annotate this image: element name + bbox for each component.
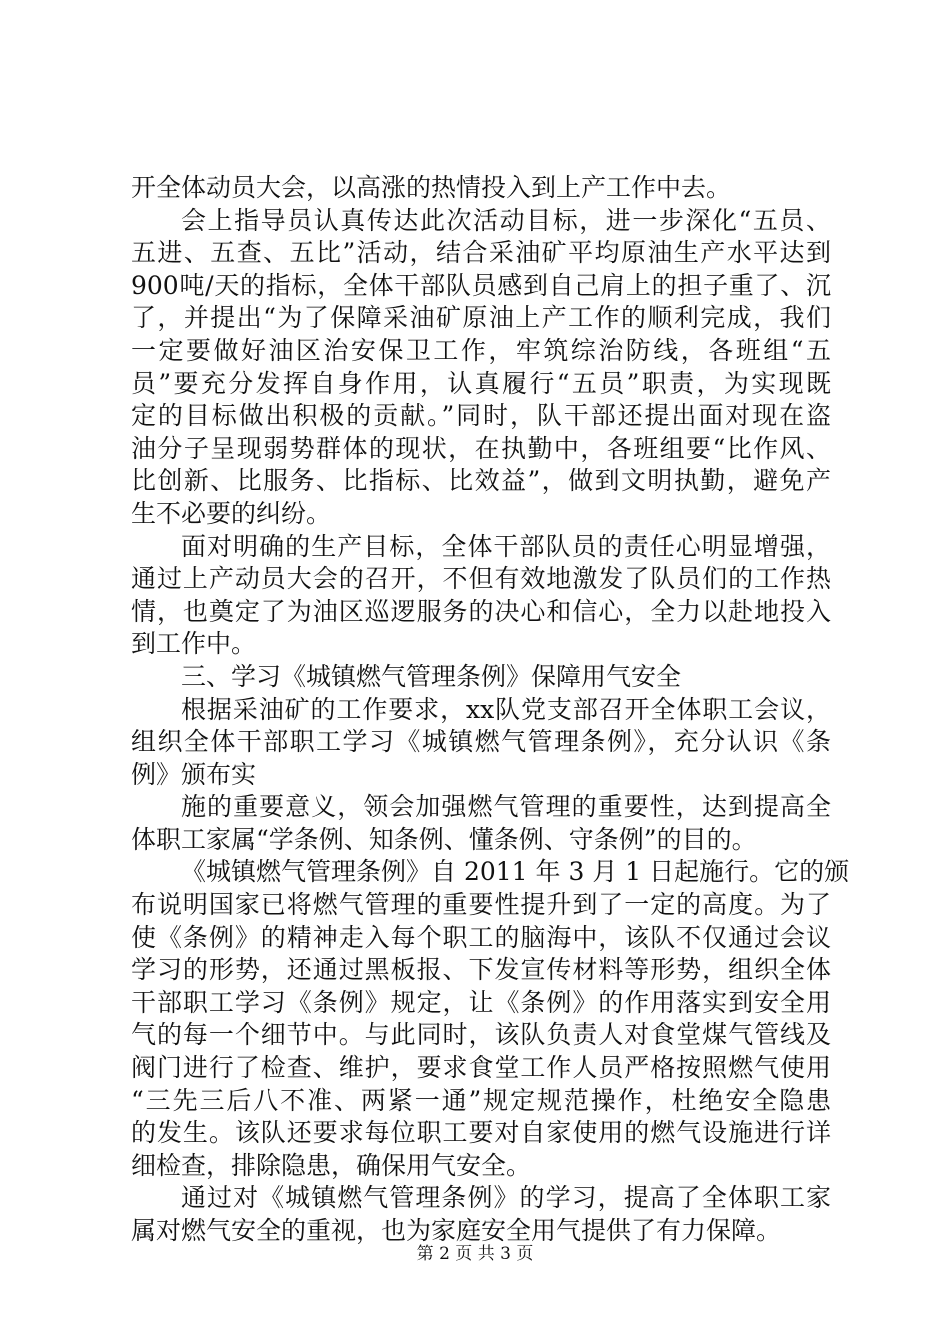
text-line: 油分子呈现弱势群体的现状，在执勤中，各班组要“比作风、 — [131, 433, 831, 463]
text-line: 学习的形势，还通过黑板报、下发宣传材料等形势，组织全体 — [131, 955, 831, 985]
text-line: 组织全体干部职工学习《城镇燃气管理条例》，充分认识《条 — [131, 727, 831, 757]
text-line: 三、学习《城镇燃气管理条例》保障用气安全 — [181, 661, 682, 691]
text-line: 细检查，排除隐患，确保用气安全。 — [131, 1150, 532, 1180]
text-line: 了，并提出“为了保障采油矿原油上产工作的顺利完成，我们 — [131, 303, 831, 333]
text-line: 《城镇燃气管理条例》自 2011 年 3 月 1 日起施行。它的颁 — [181, 857, 850, 887]
text-line: 施的重要意义，领会加强燃气管理的重要性，达到提高全 — [181, 792, 831, 822]
text-line: 生不必要的纠纷。 — [131, 498, 332, 528]
text-line: 气的每一个细节中。与此同时，该队负责人对食堂煤气管线及 — [131, 1020, 831, 1050]
text-line: 到工作中。 — [131, 629, 257, 659]
text-line: 布说明国家已将燃气管理的重要性提升到了一定的高度。为了 — [131, 890, 831, 920]
text-line: 比创新、比服务、比指标、比效益”，做到文明执勤，避免产 — [131, 466, 831, 496]
text-line: 情，也奠定了为油区巡逻服务的决心和信心，全力以赴地投入 — [131, 596, 831, 626]
text-line: 定的目标做出积极的贡献。”同时，队干部还提出面对现在盗 — [131, 401, 831, 431]
text-line: 通过上产动员大会的召开，不但有效地激发了队员们的工作热 — [131, 564, 831, 594]
text-line: 的发生。该队还要求每位职工要对自家使用的燃气设施进行详 — [131, 1118, 831, 1148]
page-footer: 第 2 页 共 3 页 — [416, 1244, 534, 1264]
text-line: 开全体动员大会，以高涨的热情投入到上产工作中去。 — [131, 173, 732, 202]
text-line: 属对燃气安全的重视，也为家庭安全用气提供了有力保障。 — [131, 1216, 782, 1245]
text-line: 阀门进行了检查、维护，要求食堂工作人员严格按照燃气使用 — [131, 1053, 831, 1083]
text-line: 干部职工学习《条例》规定，让《条例》的作用落实到安全用 — [131, 987, 831, 1017]
document-body — [131, 172, 850, 1248]
text-line: 使《条例》的精神走入每个职工的脑海中，该队不仅通过会议 — [131, 922, 831, 952]
text-line: 例》颁布实 — [131, 759, 257, 789]
text-line: 体职工家属“学条例、知条例、懂条例、守条例”的目的。 — [131, 824, 757, 854]
text-line: 根据采油矿的工作要求，xx队党支部召开全体职工会议， — [181, 694, 831, 724]
text-line: 面对明确的生产目标，全体干部队员的责任心明显增强， — [181, 531, 831, 561]
text-line: 900吨/天的指标，全体干部队员感到自己肩上的担子重了、沉 — [131, 270, 831, 300]
text-line: 一定要做好油区治安保卫工作，牢筑综治防线，各班组“五 — [131, 335, 831, 365]
text-line: 会上指导员认真传达此次活动目标，进一步深化“五员、 — [181, 205, 831, 235]
text-line: 五进、五查、五比”活动，结合采油矿平均原油生产水平达到 — [131, 238, 831, 268]
text-line: 员”要充分发挥自身作用，认真履行“五员”职责，为实现既 — [131, 368, 831, 398]
text-line: “三先三后八不准、两紧一通”规定规范操作，杜绝安全隐患 — [131, 1085, 831, 1115]
text-line: 通过对《城镇燃气管理条例》的学习，提高了全体职工家 — [181, 1183, 831, 1213]
